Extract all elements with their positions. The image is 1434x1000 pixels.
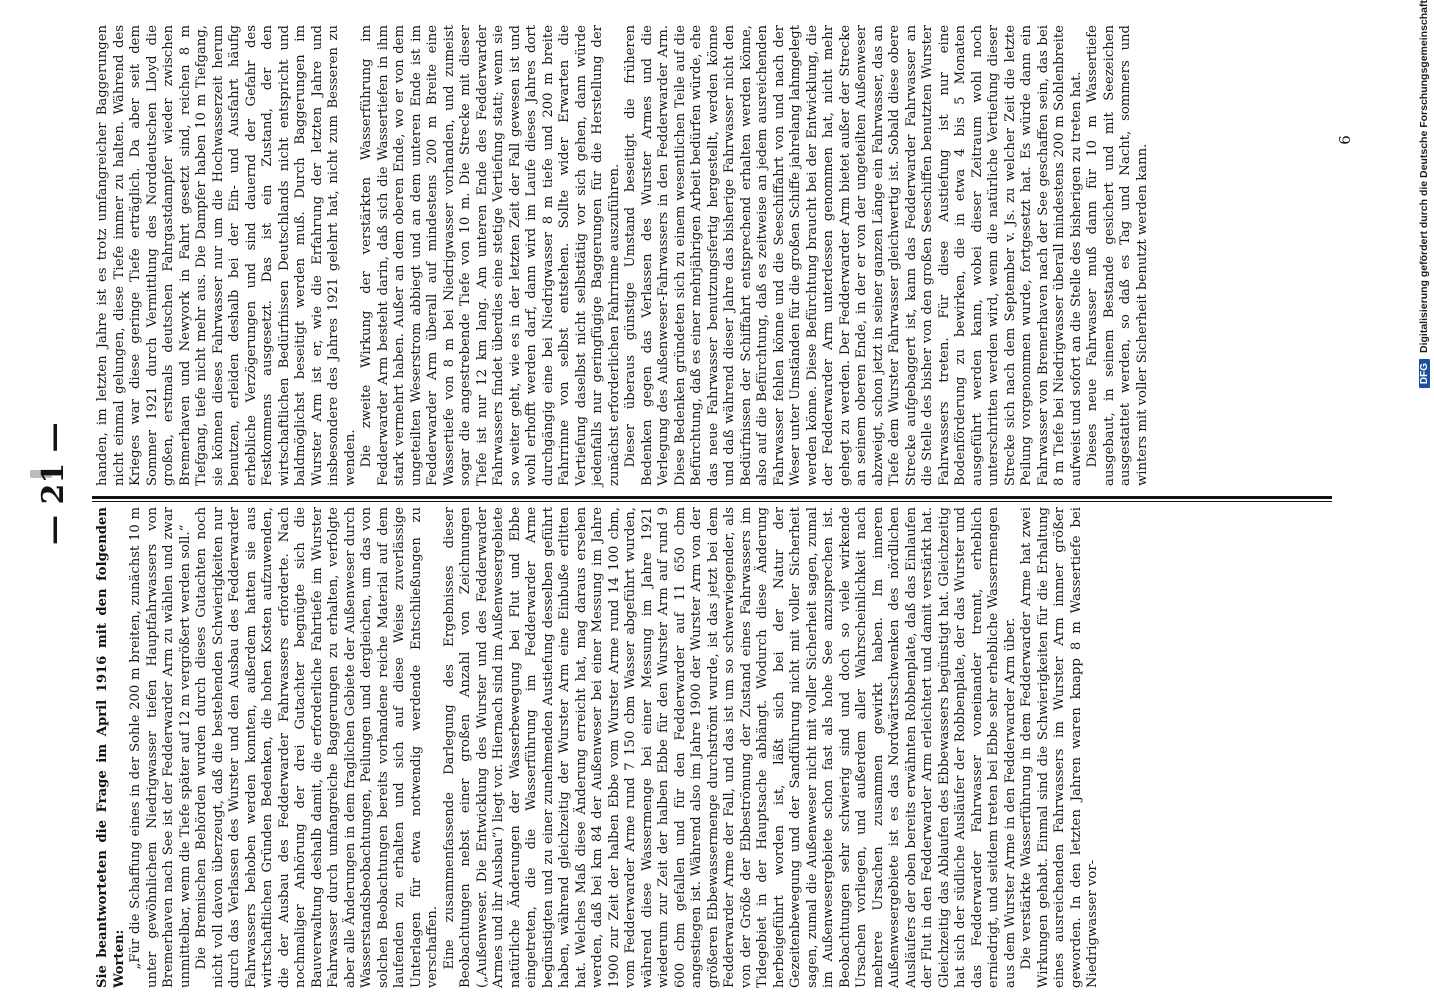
dfg-logo: DFG [1419, 359, 1430, 388]
footer-number: 6 [1336, 135, 1354, 145]
paragraph: Die Bremischen Behörden wurden durch dieses Gutachten noch nicht voll davon überzeugt, daß die bestehenden Schwierigkeiten nur durch das Verlassen des Wurster und den Ausbau des Fedderwarder Fahrwassers behoben werden konnten, außerdem hatten sie aus wirtschaftlichen Gründen Bedenken, die hohen Kosten aufzuwenden, die der Ausbau des Fedderwarder Fahrwassers erforderte. Nach nochmaliger Anhörung der drei Gutachter begnügte sich die Bauverwaltung deshalb damit, die erforderliche Fahrtiefe im Wurster Fahrwasser durch umfangreiche Baggerungen zu erhalten, verfolgte aber alle Änderungen in dem fraglichen Gebiete der Außenweser durch Wasserstandsbeobachtungen, Peilungen und dergleichen, um das von solchen Beobachtungen bereits vorhandene reiche Material auf dem laufenden zu erhalten und sich auf diese Weise zuverlässige Unterlagen für etwa notwendig werdende Entschließungen zu verschaffen. [194, 507, 440, 988]
column-divider-thin [92, 501, 1332, 502]
section-heading: Sie beantworteten die Frage im April 1916 mit den folgenden Worten: [95, 507, 127, 988]
right-text-column [95, 23, 1335, 488]
page-number: — 21 — [36, 422, 71, 545]
paragraph: Dieser überaus günstige Umstand beseitigt die früheren Bedenken gegen das Verlassen des Wurster Armes und die Verlegung des Außenweser-Fahrwassers in den Fedderwarder Arm. Diese Bedenken gründeten sich zu einem wesentlichen Teile auf die Befürchtung, daß es einer mehrjährigen Arbeit bedürfen würde, ehe das neue Fahrwasser benutzungsfertig hergestellt, werden könne und daß während dieser Jahre das bisherige Fahrwasser nicht den Bedürfnissen der Schiffahrt entsprechend erhalten werden könne, also auf die Befürchtung, daß es zeitweise an jedem ausreichenden Fahrwasser fehlen könne und die Seeschiffahrt von und nach der Weser unter Umständen für die großen Schiffe jahrelang lahmgelegt werden könne. Diese Befürchtung braucht bei der Entwicklung, die der Fedderwarder Arm unterdessen genommen hat, nicht mehr gehegt zu werden. Der Fedderwarder Arm bietet außer der Strecke an seinem oberen Ende, in der er von der ungeteilten Außenweser abzweigt, schon jetzt in seiner ganzen Länge ein Fahrwasser, das an Tiefe dem Wurster Fahrwasser gleichwertig ist. Sobald diese obere Strecke aufgebaggert ist, kann das Fedderwarder Fahrwasser an die Stelle des bisher von den großen Seeschiffen benutzten Wurster Fahrwassers treten. Für diese Austiefung ist nur eine Bodenförderung zu bewirken, die in etwa 4 bis 5 Monaten ausgeführt werden kann, wobei dieser Zeitraum wohl noch unterschritten werden wird, wenn die natürliche Vertiefung dieser Strecke sich nach dem September v. Js. zu welcher Zeit die letzte Peilung vorgenommen wurde, fortgesetzt hat. Es würde dann ein Fahrwasser von Bremerhaven nach der See geschaffen sein, das bei 8 m Tiefe bei Niedrigwasser überall mindestens 200 m Sohlenbreite aufweist und sofort an die Stelle des bisherigen zu treten hat. [623, 25, 1084, 486]
left-text-column [95, 505, 1100, 990]
paragraph: Dieses neue Fahrwasser muß dann für 10 m Wassertiefe ausgebaut, in seinem Bestande gesichert und mit Seezeichen ausgestattet werden, so daß es Tag und Nacht, sommers und winters mit voller Sicherheit benutzt werden kann. [1085, 25, 1150, 486]
paragraph: Eine zusammenfassende Darlegung des Ergebnisses dieser Beobachtungen nebst einer großen Anzahl von Zeichnungen („Außenweser. Die Entwicklung des Wurster und des Fedderwarder Armes und ihr Ausbau“) liegt vor. Hiernach sind im Außenwesergebiete natürliche Änderungen der Wasserbewegung bei Flut und Ebbe eingetreten, die die Wasserführung im Fedderwarder Arme begünstigten und zu einer zunehmenden Austiefung desselben geführt haben, während gleichzeitig der Wurster Arm eine Einbuße erlitten hat. Welches Maß diese Änderung erreicht hat, mag daraus ersehen werden, daß bei km 84 der Außenweser bei einer Messung im Jahre 1900 zur Zeit der halben Ebbe vom Wurster Arme rund 14 100 cbm, vom Fedderwarder Arme rund 7 150 cbm Wasser abgeführt wurden, während diese Wassermenge bei einer Messung im Jahre 1921 wiederum zur Zeit der halben Ebbe für den Wurster Arm auf rund 9 600 cbm gefallen und für den Fedderwarder auf 11 650 cbm angestiegen ist. Während also im Jahre 1900 der Wurster Arm von der größeren Ebbewassermenge durchströmt wurde, ist das jetzt bei dem Fedderwarder Arme der Fall, und das ist um so schwerwiegender, als von der Größe der Ebbeströmung der Zustand eines Fahrwassers im Tidegebiet in der Hauptsache abhängt. Wodurch diese Änderung herbeigeführt worden ist, läßt sich bei der Natur der Gezeitenbewegung und der Sandführung nicht mit voller Sicherheit sagen, zumal die Außenweser nicht mit voller Sicherheit sagen, zumal im Außenwesergebiete schon fast als hohe See anzusprechen ist. Beobachtungen sehr schwierig sind und doch so viele wirkende Ursachen vorliegen, und außerdem aller Wahrscheinlichkeit nach mehrere Ursachen zusammen gewirkt haben. Im inneren Außenwesergebiete ist es das Nordwärtsschwenken des nördlichen Ausläufers der oben bereits erwähnten Robbenplate, daß das Einlaufen der Flut in den Fedderwarder Arm erleichtert und damit verstärkt hat. Gleichzeitig das Ablaufen des Ebbewassers begünstigt hat. Gleichzeitig hat sich der südliche Ausläufer der Robbenplate, der das Wurster und das Fedderwarder Fahrwasser voneinander trennt, erheblich erniedrigt, und seitdem treten bei Ebbe sehr erhebliche Wassermengen aus dem Wurster Arme in den Fedderwarder Arm über. [441, 507, 1018, 988]
digitization-note [1418, 0, 1432, 1000]
column-divider [92, 496, 1332, 499]
paragraph: Die zweite Wirkung der verstärkten Wasserführung im Fedderwarder Arm besteht darin, daß sich die Wassertiefen in ihm stark vermehrt haben. Außer an dem oberen Ende, wo er von dem ungeteilten Weserstrom abbiegt und an dem unteren Ende ist im Fedderwarder Arm überall auf mindestens 200 m Breite eine Wassertiefe von 8 m bei Niedrigwasser vorhanden, und zumeist sogar die angestrebende Tiefe von 10 m. Die Strecke mit dieser Tiefe ist nur 12 km lang. Am unteren Ende des Fedderwarder Fahrwassers findet überdies eine stetige Vertiefung statt; wenn sie so weiter geht, wie es in der letzten Zeit der Fall gewesen ist und wohl erhofft werden darf, dann wird im Laufe dieses Jahres dort durchgängig eine bei Niedrigwasser 8 m tiefe und 200 m breite Fahrrinne von selbst entstehen. Sollte wider Erwarten die Vertiefung daselbst nicht selbsttätig vor sich gehen, dann würde jedenfalls nur geringfügige Baggerungen für die Herstellung der zunächst erforderlichen Fahrrinne auszuführen. [359, 25, 622, 486]
digitization-note-text: Digitalisierung gefördert durch die Deutsche Forschungsgemeinschaft [1418, 0, 1430, 353]
paragraph: Die verstärkte Wasserführung in dem Fedderwarder Arme hat zwei Wirkungen gehabt. Einmal sind die Schwierigkeiten für die Erhaltung eines ausreichenden Fahrwassers im Wurster Arm immer größer geworden. In den letzten Jahren waren knapp 8 m Wassertiefe bei Niedrigwasser vor- [1019, 507, 1100, 988]
paragraph: handen, im letzten Jahre ist es trotz umfangreicher Baggerungen nicht einmal gelungen, diese Tiefe immer zu halten. Während des Krieges war diese geringe Tiefe erträglich. Da aber seit dem Sommer 1921 durch Vermittlung des Norddeutschen Lloyd die großen, erstmals deutschen Fahrgastdampfer wieder zwischen Bremerhaven und Newyork in Fahrt gesetzt sind, reichen 8 m Tiefgang, tiefe nicht mehr aus. Die Dampfer haben 10 m Tiefgang, sie können dieses Fahrwasser nur um die Hochwasserzeit herum benutzen, erleiden deshalb bei der Ein- und Ausfahrt häufig erhebliche Verzögerungen und sind dauernd der Gefahr des Festkommens ausgesetzt. Das ist ein Zustand, der den wirtschaftlichen Bedürfnissen Deutschlands nicht entspricht und baldmöglichst beseitigt werden muß. Durch Baggerungen im Wurster Arm ist er, wie die Erfahrung der letzten Jahre und insbesondere des Jahres 1921 gelehrt hat, nicht zum Besseren zu wenden. [95, 25, 358, 486]
paragraph: „Für die Schaffung eines in der Sohle 200 m breiten, zunächst 10 m unter gewöhnlichem Niedrigwasser tiefen Hauptfahrwassers von Bremerhaven nach See ist der Fedderwarder Arm zu wählen und zwar unmittelbar, wenn die Tiefe später auf 12 m vergrößert werden soll.“ [128, 507, 193, 988]
